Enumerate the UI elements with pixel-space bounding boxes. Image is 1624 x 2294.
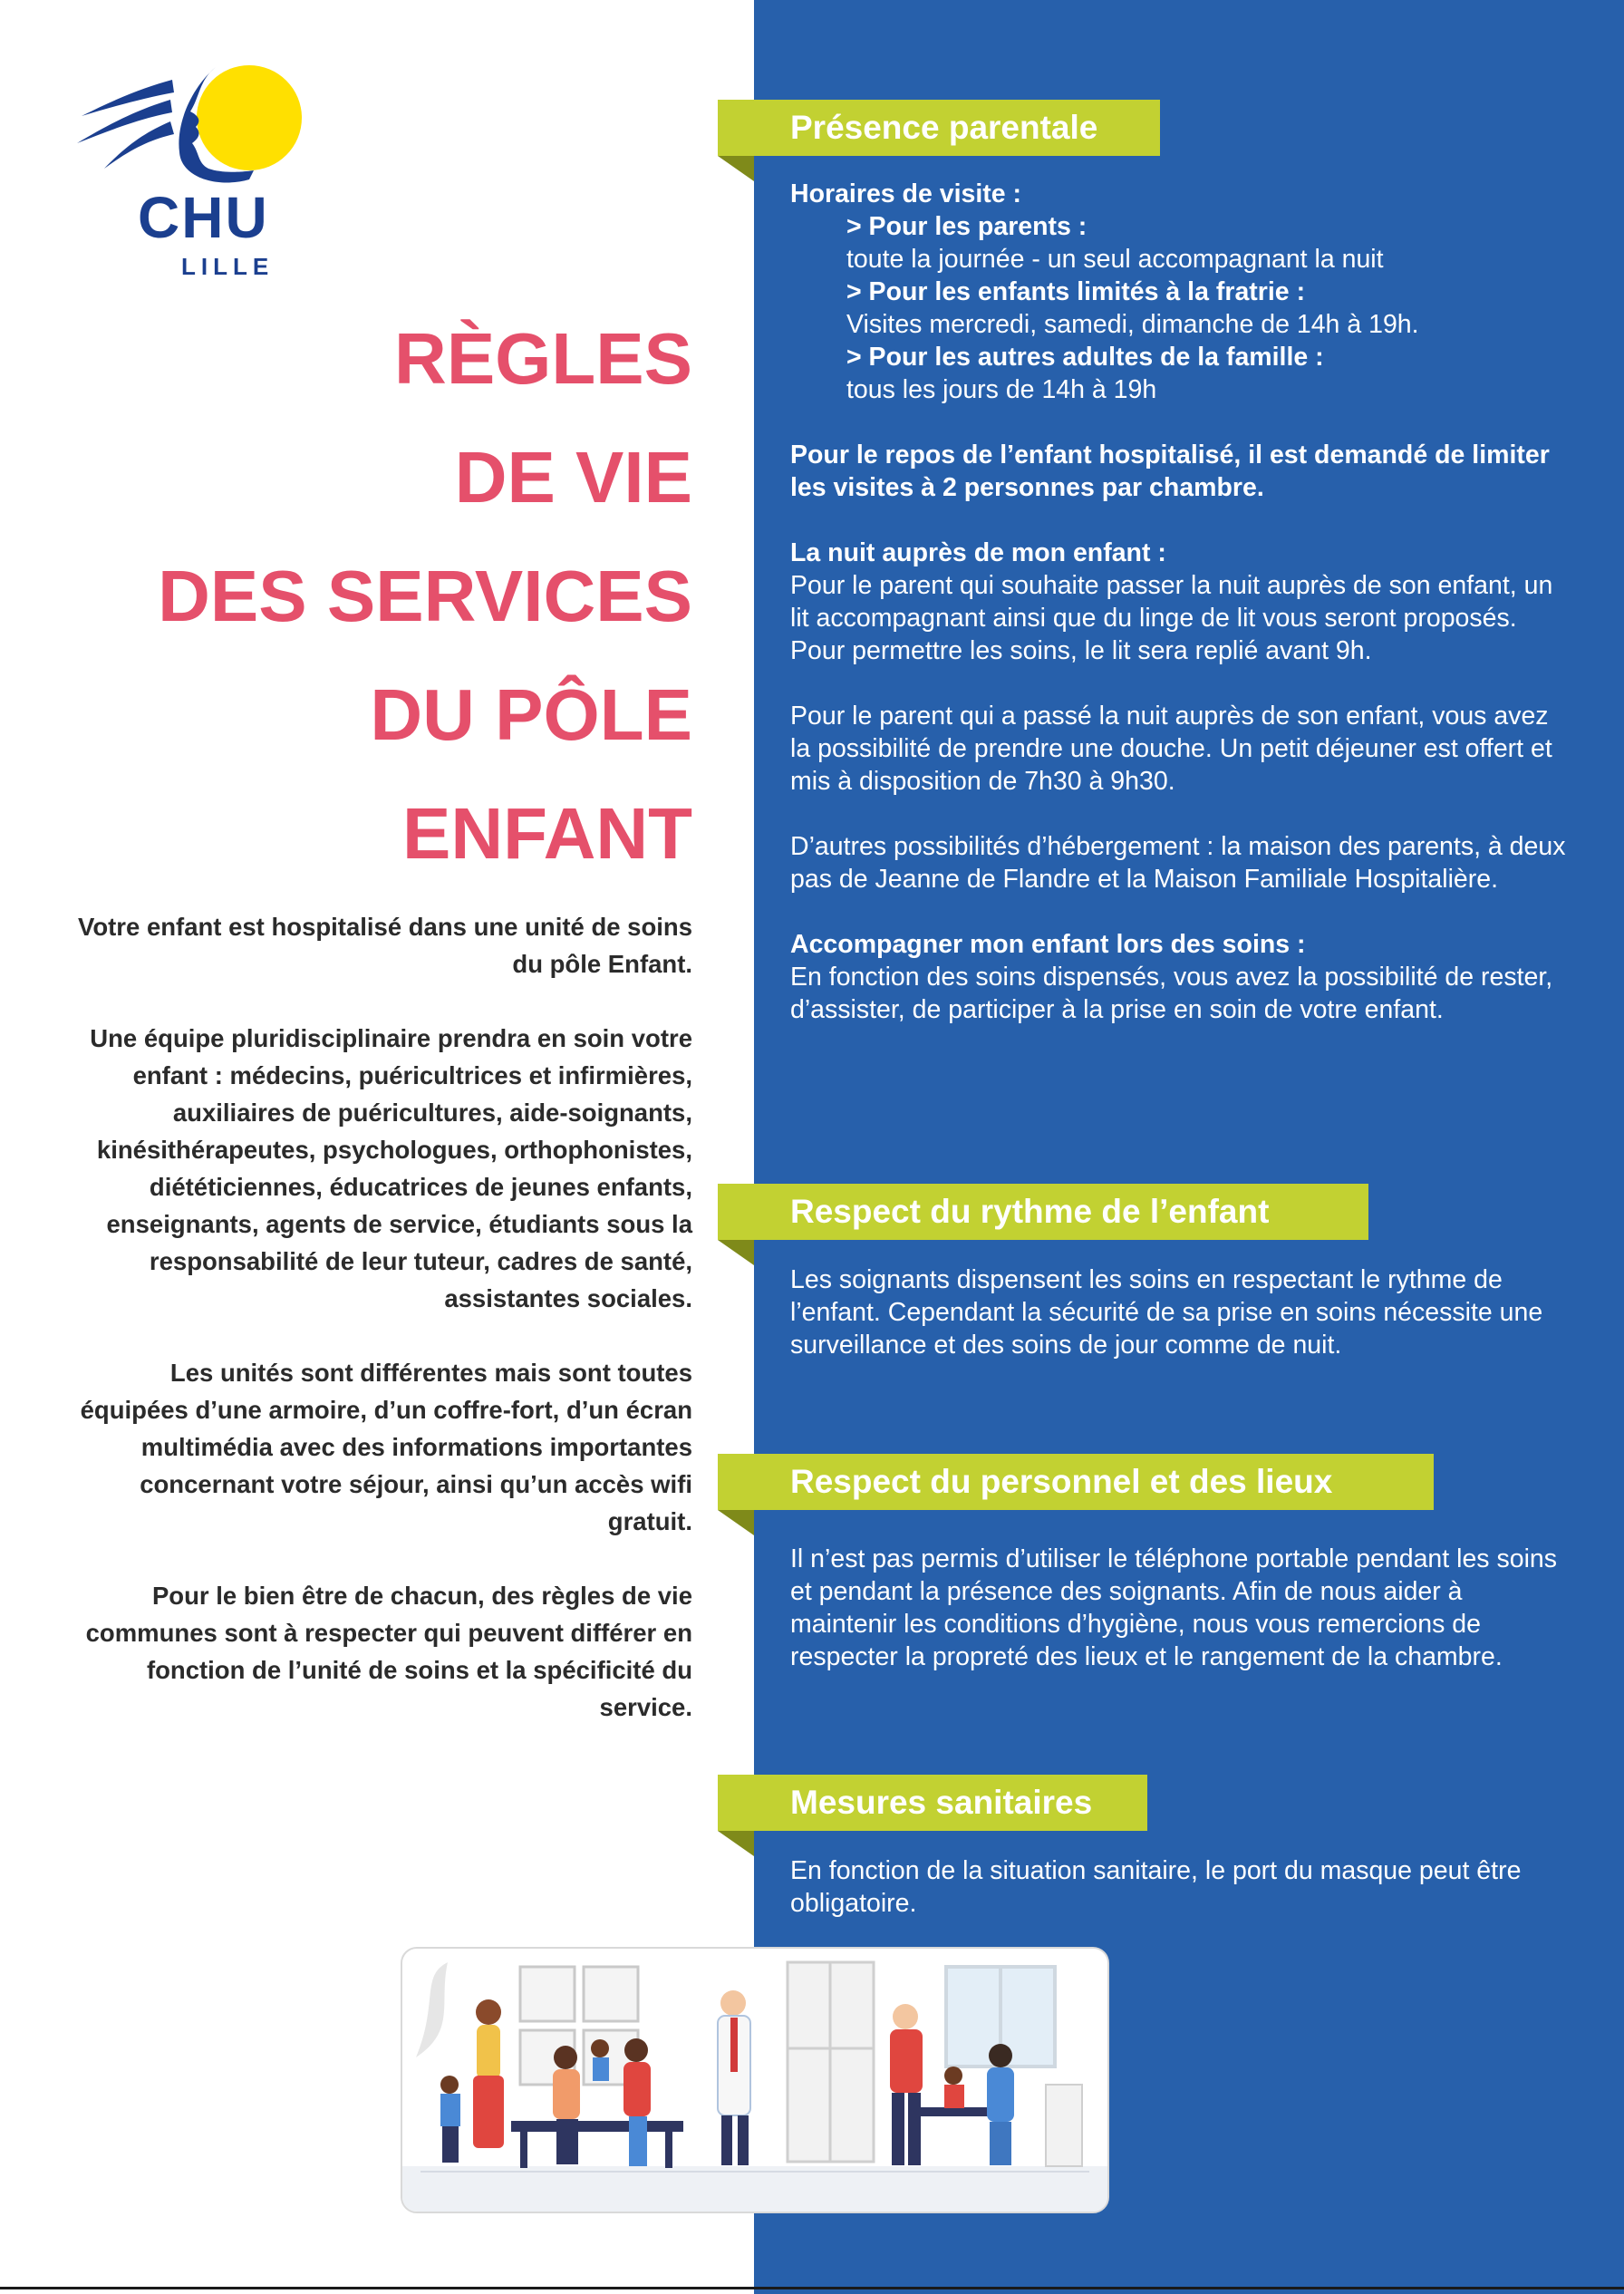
care-label: Accompagner mon enfant lors des soins : [790,930,1306,959]
logo-chu-text: CHU [138,185,269,250]
section-heading-label: Présence parentale [790,109,1098,146]
adults-text: tous les jours de 14h à 19h [846,375,1157,404]
intro-paragraph: Pour le bien être de chacun, des règles de vie communes sont à respecter qui peuvent différer en fonction de l’unité de soins et la spécificité du service. [85,1582,692,1721]
intro-paragraph: Votre enfant est hospitalisé dans une unité de soins du pôle Enfant. [78,913,692,978]
section-heading-label: Mesures sanitaires [790,1784,1093,1821]
chu-lille-logo [63,62,308,297]
section-heading-presence [718,100,1160,156]
parents-label: > Pour les parents : [846,212,1088,241]
title-line: DU PÔLE [370,674,692,755]
parents-text: toute la journée - un seul accompagnant la nuit [846,245,1384,274]
logo-profile-icon [63,62,308,198]
title-line: DE VIE [454,437,692,518]
intro-paragraph: Une équipe pluridisciplinaire prendra en soin votre enfant : médecins, puéricultrices et infirmières, auxiliaires de puéricultures, aide-soignants, kinésithérapeutes, psychologues, orthophonistes, diététiciennes, éducatrices de jeunes enfants, enseignants, agents de service, étudiants sous la responsabilité de leur tuteur, cadres de santé, assistantes sociales. [90,1024,692,1312]
intro-paragraph: Les unités sont différentes mais sont toutes équipées d’une armoire, d’un coffre-fort, d’un écran multimédia avec des informations importantes concernant votre séjour, ainsi qu’un accès wifi gratuit. [80,1359,692,1535]
presence-content [790,178,1570,1026]
hospital-waiting-room-illustration [401,1947,1109,2213]
section-heading-label: Respect du personnel et des lieux [790,1463,1333,1500]
logo-lille-text: LILLE [181,253,275,280]
visits-label: Horaires de visite : [790,179,1022,208]
siblings-text: Visites mercredi, samedi, dimanche de 14h à 19h. [846,310,1419,339]
rhythm-text: Les soignants dispensent les soins en respectant le rythme de l’enfant. Cependant la sécurité de sa prise en soins nécessite une surveillance et des soins de jour comme de nuit. [790,1265,1543,1360]
title-line: RÈGLES [394,318,692,399]
night-text: Pour le parent qui souhaite passer la nuit auprès de son enfant, un lit accompagnant ainsi que du linge de lit vous seront proposés. Pour permettre les soins, le lit sera replié avant 9h. [790,571,1553,665]
page-title [40,299,692,893]
housing-text: D’autres possibilités d’hébergement : la maison des parents, à deux pas de Jeanne de Flandre et la Maison Familiale Hospitalière. [790,832,1566,894]
siblings-label: > Pour les enfants limités à la fratrie : [846,277,1306,306]
care-text: En fonction des soins dispensés, vous avez la possibilité de rester, d’assister, de participer à la prise en soin de votre enfant. [790,963,1553,1024]
bottom-rule [0,2287,1624,2289]
sanitary-text: En fonction de la situation sanitaire, le port du masque peut être obligatoire. [790,1856,1522,1918]
section-heading-sanitary [718,1775,1147,1831]
night-label: La nuit auprès de mon enfant : [790,538,1166,567]
staff-text: Il n’est pas permis d’utiliser le téléphone portable pendant les soins et pendant la présence des soignants. Afin de nous aider à maintenir les conditions d’hygiène, nous vous remercions de respecter la propreté des lieux et le rangement de la chambre. [790,1544,1557,1671]
title-line: ENFANT [402,793,692,874]
section-heading-staff [718,1454,1434,1510]
title-line: DES SERVICES [158,556,692,636]
section-heading-label: Respect du rythme de l’enfant [790,1193,1270,1230]
adults-label: > Pour les autres adultes de la famille : [846,343,1324,372]
section-heading-rhythm [718,1184,1368,1240]
intro-text [58,908,692,1763]
rest-note: Pour le repos de l’enfant hospitalisé, il est demandé de limiter les visites à 2 personnes par chambre. [790,440,1550,502]
shower-text: Pour le parent qui a passé la nuit auprès de son enfant, vous avez la possibilité de prendre une douche. Un petit déjeuner est offert et mis à disposition de 7h30 à 9h30. [790,702,1552,796]
illustration-scene [402,1949,1107,2212]
